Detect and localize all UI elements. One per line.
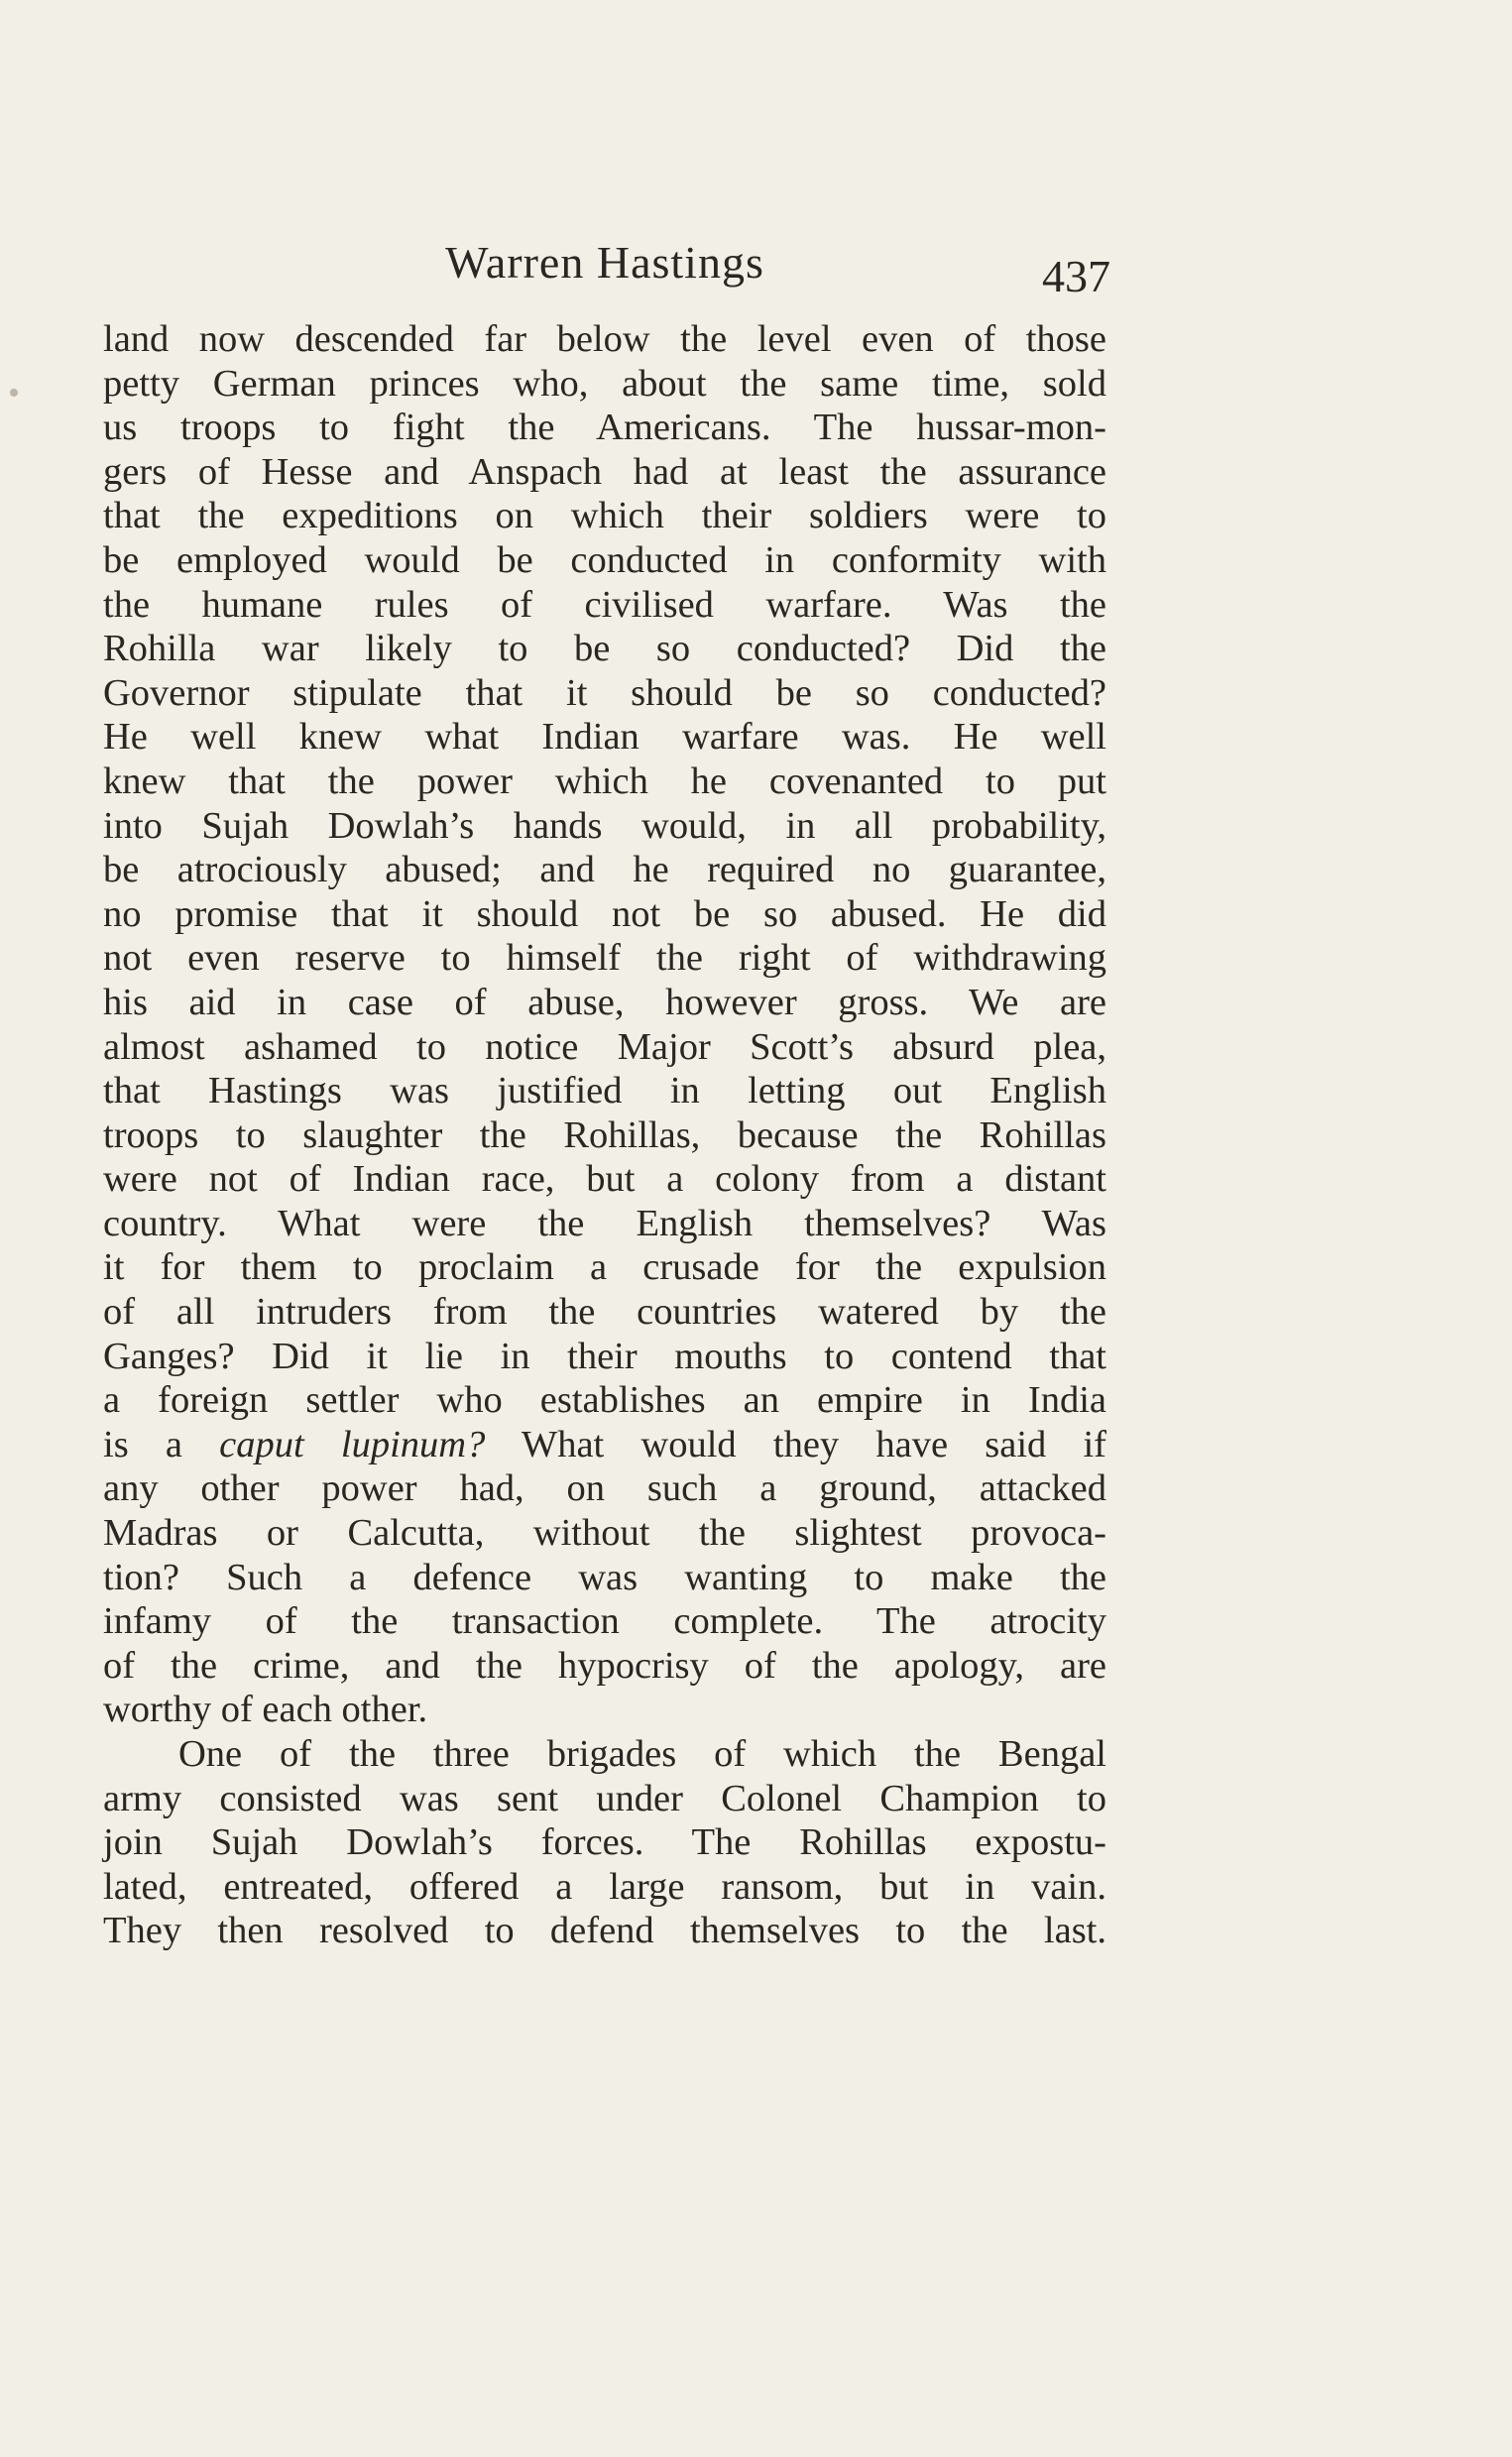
text-line: They then resolved to defend themselves to the last. [103, 1910, 1106, 1952]
text-line-with-italic [103, 1423, 1106, 1467]
text-line: us troops to fight the Americans. The hussar-mon- [103, 407, 1106, 449]
text-line: land now descended far below the level even of those [103, 318, 1106, 360]
text-line: not even reserve to himself the right of withdrawing [103, 937, 1106, 980]
text-line: Ganges? Did it lie in their mouths to contend that [103, 1335, 1106, 1377]
text-line: Madras or Calcutta, without the slightest provoca- [103, 1512, 1106, 1555]
text-line: army consisted was sent under Colonel Champion to [103, 1777, 1106, 1819]
text-line: a foreign settler who establishes an empire in India [103, 1379, 1106, 1422]
text-line: of the crime, and the hypocrisy of the apology, are [103, 1644, 1106, 1687]
text-line: tion? Such a defence was wanting to make the [103, 1556, 1106, 1598]
text-line: his aid in case of abuse, however gross. We are [103, 981, 1106, 1023]
text-line: join Sujah Dowlah’s forces. The Rohillas expostu- [103, 1821, 1106, 1864]
page-number: 437 [1042, 251, 1110, 301]
text-line: the humane rules of civilised warfare. Was the [103, 583, 1106, 626]
text-line: country. What were the English themselves? Was [103, 1202, 1106, 1244]
paragraph-2 [103, 1732, 1106, 1953]
text-segment: What would they have said if [485, 1423, 1106, 1465]
text-line: Rohilla war likely to be so conducted? Did the [103, 628, 1106, 670]
text-line: worthy of each other. [103, 1689, 428, 1731]
italic-phrase: caput lupinum? [219, 1423, 486, 1465]
text-line: knew that the power which he covenanted to put [103, 760, 1106, 802]
text-line: any other power had, on such a ground, attacked [103, 1467, 1106, 1510]
text-line: gers of Hesse and Anspach had at least the assurance [103, 450, 1106, 493]
text-line: petty German princes who, about the same time, sold [103, 362, 1106, 405]
text-line: that Hastings was justified in letting out English [103, 1070, 1106, 1112]
running-head [99, 228, 1110, 307]
text-line: lated, entreated, offered a large ransom, but in vain. [103, 1865, 1106, 1908]
text-line: that the expeditions on which their soldiers were to [103, 495, 1106, 537]
running-title: Warren Hastings [445, 237, 764, 288]
text-line: almost ashamed to notice Major Scott’s absurd plea, [103, 1025, 1106, 1068]
text-line: it for them to proclaim a crusade for the expulsion [103, 1246, 1106, 1289]
text-line: no promise that it should not be so abused. He did [103, 892, 1106, 935]
body-text [103, 317, 1106, 1953]
text-line: of all intruders from the countries watered by the [103, 1291, 1106, 1334]
text-line: were not of Indian race, but a colony from a distant [103, 1158, 1106, 1201]
margin-speck [10, 389, 18, 397]
text-line: be atrociously abused; and he required no guarantee, [103, 849, 1106, 891]
text-line: One of the three brigades of which the Bengal [178, 1733, 1106, 1775]
text-line: Governor stipulate that it should be so conducted? [103, 671, 1106, 714]
text-line: infamy of the transaction complete. The atrocity [103, 1600, 1106, 1643]
text-line: troops to slaughter the Rohillas, because the Rohillas [103, 1113, 1106, 1156]
text-line: be employed would be conducted in conformity with [103, 538, 1106, 581]
paragraph-1 [103, 317, 1106, 1732]
text-line: He well knew what Indian warfare was. He well [103, 716, 1106, 759]
text-segment: is a [103, 1423, 220, 1465]
text-line: into Sujah Dowlah’s hands would, in all probability, [103, 804, 1106, 847]
